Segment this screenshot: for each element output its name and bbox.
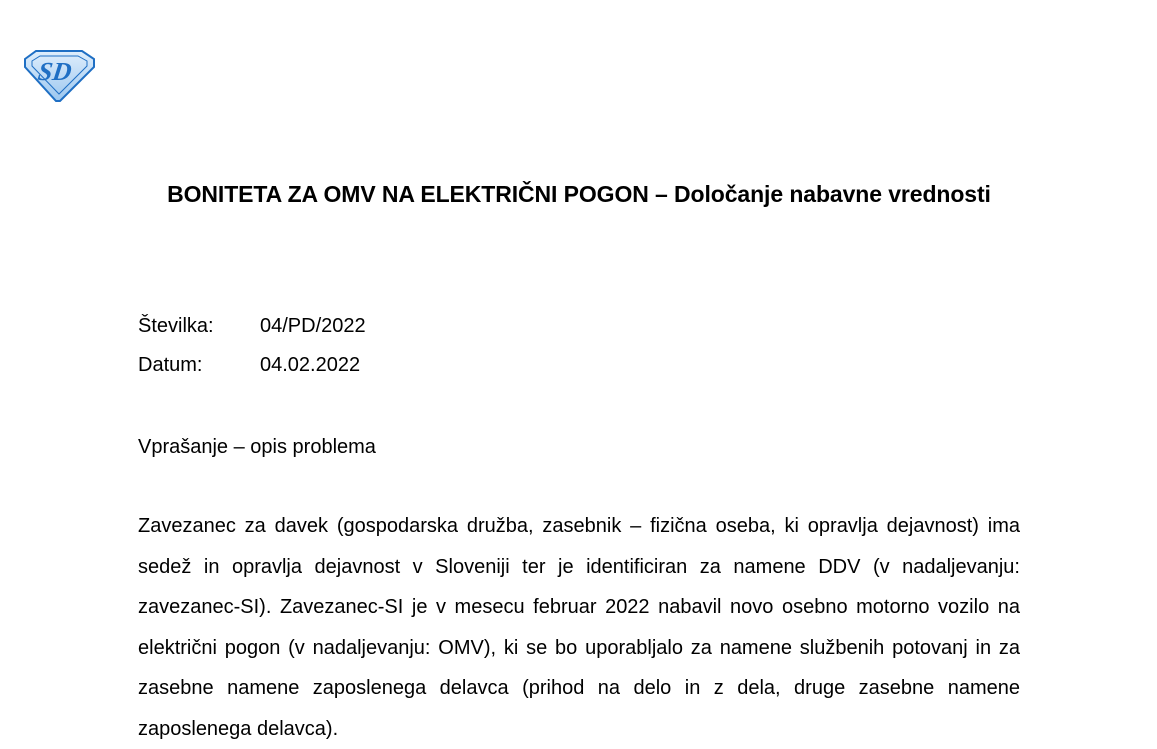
body-paragraph: Zavezanec za davek (gospodarska družba, zasebnik – fizična oseba, ki opravlja dejavnost) ima sedež in opravlja dejavnost v Sloveniji ter je identificiran za namene DDV (v nadaljevanju: zavezanec-SI). Zavezanec-SI je v mesecu februar 2022 nabavil novo osebno motorno vozilo na električni pogon (v nadaljevanju: OMV), ki se bo uporabljalo za namene službenih potovanj in za zasebne namene zaposlenega delavca (prihod na delo in z dela, druge zasebne namene zaposlenega delavca). xyxy=(138,515,1020,740)
document-date-value: 04.02.2022 xyxy=(260,354,361,376)
document-date-label: Datum: xyxy=(138,354,203,376)
svg-text:SD: SD xyxy=(36,57,74,86)
document-number-row xyxy=(138,314,366,338)
document-date-row xyxy=(138,353,360,377)
document-number-value: 04/PD/2022 xyxy=(260,315,366,337)
document-title: BONITETA ZA OMV NA ELEKTRIČNI POGON – Določanje nabavne vrednosti xyxy=(167,181,991,207)
sd-logo-icon xyxy=(22,49,96,103)
section-heading: Vprašanje – opis problema xyxy=(138,436,376,458)
document-number-label: Številka: xyxy=(138,315,214,337)
